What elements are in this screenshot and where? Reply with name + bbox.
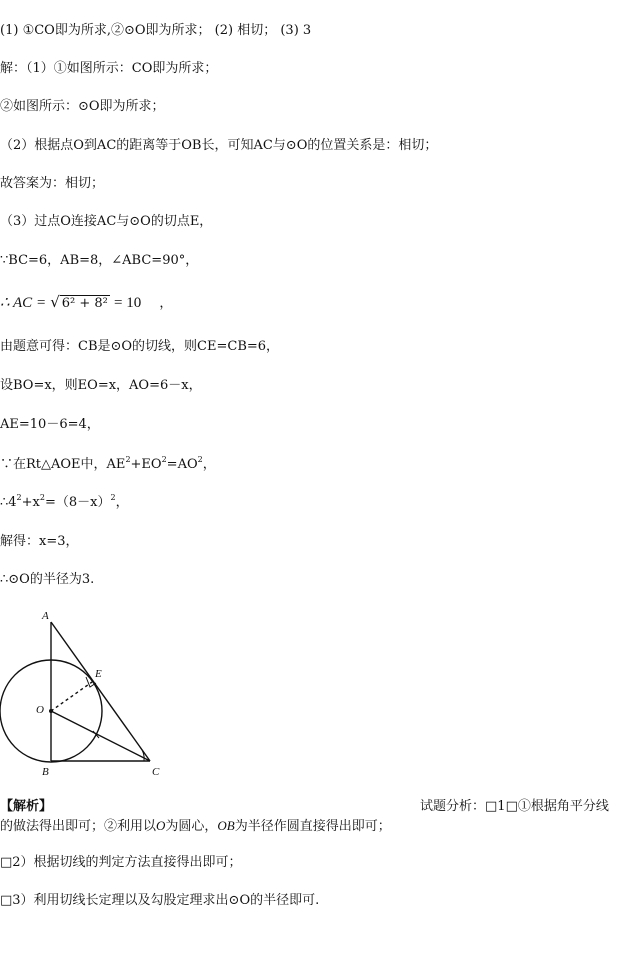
analysis-text: 为半径作圆直接得出即可； xyxy=(234,819,391,834)
eq-part: +x xyxy=(21,495,40,510)
answer-part2: (2) 相切； xyxy=(214,23,277,38)
answer-part3: (3) 3 xyxy=(280,23,312,38)
analysis-line-2 xyxy=(0,817,391,836)
label-c: C xyxy=(152,766,160,778)
segment-ac xyxy=(51,622,150,761)
eq-part: ， xyxy=(202,457,216,472)
analysis-line-4: □3）利用切线长定理以及勾股定理求出⊙O的半径即可. xyxy=(0,893,320,908)
center-point xyxy=(49,709,53,713)
formula-ac xyxy=(0,293,172,313)
solution-line-12: 解得：x=3， xyxy=(0,534,79,549)
answer-part1: ①CO即为所求,②⊙O即为所求； xyxy=(22,23,211,38)
sqrt-sign: √ xyxy=(50,293,60,311)
eq-part: ， xyxy=(115,495,129,510)
solution-line-2: ②如图所示：⊙O即为所求； xyxy=(0,99,165,114)
answer-part1-number: (1) xyxy=(0,23,19,38)
formula-radicand: 6² + 8² xyxy=(61,296,108,311)
solution-line-3: （2）根据点O到AC的距离等于OB长，可知AC与⊙O的位置关系是：相切； xyxy=(0,138,438,153)
formula-rhs: = 10 xyxy=(114,295,142,311)
formula-tail: ， xyxy=(159,296,173,311)
analysis-text: 为圆心， xyxy=(165,819,218,834)
solution-line-8: 设BO=x，则EO=x，AO=6－x， xyxy=(0,378,202,393)
analysis-text: 的做法得出即可；②利用以 xyxy=(0,819,157,834)
exponent: 2 xyxy=(16,493,22,502)
label-b: B xyxy=(42,766,49,778)
solution-line-4: 故答案为：相切； xyxy=(0,176,105,191)
eq-part: =AO xyxy=(166,457,198,472)
label-o: O xyxy=(36,704,44,716)
solution-line-11 xyxy=(0,494,129,512)
analysis-var-o: O xyxy=(156,818,166,833)
eq-part: ∴4 xyxy=(0,495,17,510)
eq-part: +EO xyxy=(130,457,162,472)
segment-oc xyxy=(51,711,150,761)
solution-line-7: 由题意可得：CB是⊙O的切线，则CE=CB=6， xyxy=(0,339,280,354)
label-a: A xyxy=(42,610,49,622)
solution-line-10 xyxy=(0,456,216,474)
answer-line xyxy=(0,22,311,40)
eq-part: =（8－x） xyxy=(44,495,111,510)
exponent: 2 xyxy=(161,455,167,464)
solution-line-9: AE=10－6=4， xyxy=(0,417,100,432)
solution-line-5: （3）过点O连接AC与⊙O的切点E， xyxy=(0,214,213,229)
formula-lhs: ∴ AC = xyxy=(0,295,47,311)
analysis-heading: 【解析】 xyxy=(0,799,53,814)
analysis-intro xyxy=(420,798,609,816)
exponent: 2 xyxy=(110,493,116,502)
analysis-var-ob: OB xyxy=(217,818,235,833)
segment-oe xyxy=(51,682,92,711)
exponent: 2 xyxy=(125,455,131,464)
geometry-figure xyxy=(0,605,175,783)
exponent: 2 xyxy=(39,493,45,502)
analysis-line-3: □2）根据切线的判定方法直接得出即可； xyxy=(0,855,242,870)
solution-line-6: ∵BC=6，AB=8，∠ABC=90°， xyxy=(0,253,199,268)
solution-line-13: ∴⊙O的半径为3. xyxy=(0,572,95,587)
angle-arc xyxy=(140,747,144,761)
eq-part: ∵在Rt△AOE中，AE xyxy=(0,457,126,472)
analysis-prefix: 试题分析： xyxy=(420,799,486,814)
exponent: 2 xyxy=(197,455,203,464)
solution-line-1: 解：（1）①如图所示：CO即为所求； xyxy=(0,61,218,76)
label-e: E xyxy=(95,668,102,680)
analysis-item-1: □1□①根据角平分线 xyxy=(485,799,609,814)
